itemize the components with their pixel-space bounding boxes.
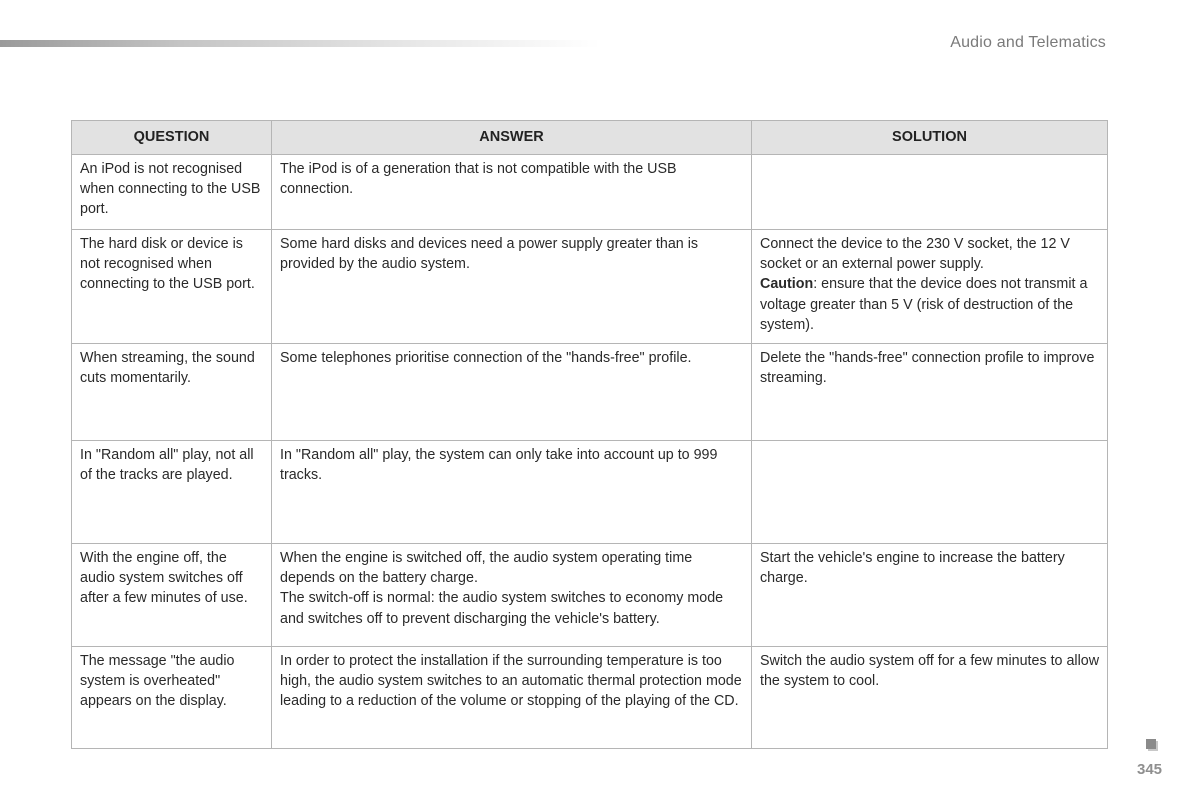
page-marker-square bbox=[1146, 739, 1156, 749]
solution-cell bbox=[752, 344, 1108, 441]
column-header-question: QUESTION bbox=[72, 121, 272, 155]
question-cell: An iPod is not recognised when connecting to the USB port. bbox=[72, 155, 272, 230]
solution-text: Delete the "hands-free" connection profile to improve streaming. bbox=[760, 350, 1095, 387]
answer-text: The iPod is of a generation that is not compatible with the USB connection. bbox=[280, 161, 677, 198]
column-header-answer: ANSWER bbox=[272, 121, 752, 155]
table-row bbox=[72, 647, 1108, 749]
table-row bbox=[72, 544, 1108, 647]
solution-text: Switch the audio system off for a few minutes to allow the system to cool. bbox=[760, 653, 1100, 690]
solution-text: Connect the device to the 230 V socket, the 12 V socket or an external power supply. bbox=[760, 236, 1070, 273]
answer-text: The switch-off is normal: the audio system switches to economy mode and switches off to prevent discharging the vehicle's battery. bbox=[280, 590, 724, 627]
caution-label: Caution bbox=[760, 276, 814, 293]
solution-text: Start the vehicle's engine to increase the battery charge. bbox=[760, 550, 1065, 587]
solution-cell bbox=[752, 441, 1108, 544]
answer-cell bbox=[272, 230, 752, 344]
caution-text: : ensure that the device does not transmit a voltage greater than 5 V (risk of destruction of the system). bbox=[760, 276, 1088, 333]
table-row bbox=[72, 344, 1108, 441]
answer-text: When the engine is switched off, the audio system operating time depends on the battery charge. bbox=[280, 550, 693, 587]
solution-cell bbox=[752, 544, 1108, 647]
question-cell: In "Random all" play, not all of the tracks are played. bbox=[72, 441, 272, 544]
answer-cell bbox=[272, 441, 752, 544]
caution-note bbox=[760, 274, 1100, 335]
answer-text: Some telephones prioritise connection of the "hands-free" profile. bbox=[280, 350, 692, 366]
answer-cell bbox=[272, 544, 752, 647]
table-row bbox=[72, 155, 1108, 230]
question-cell: The hard disk or device is not recognised when connecting to the USB port. bbox=[72, 230, 272, 344]
column-header-solution: SOLUTION bbox=[752, 121, 1108, 155]
section-title: Audio and Telematics bbox=[950, 34, 1106, 51]
solution-cell bbox=[752, 155, 1108, 230]
question-cell: The message "the audio system is overheated" appears on the display. bbox=[72, 647, 272, 749]
question-cell: With the engine off, the audio system switches off after a few minutes of use. bbox=[72, 544, 272, 647]
answer-text: In order to protect the installation if the surrounding temperature is too high, the audio system switches to an automatic thermal protection mode leading to a reduction of the volume or stopping of the playing of the CD. bbox=[280, 653, 742, 710]
header-gradient-bar bbox=[0, 40, 600, 47]
answer-cell bbox=[272, 155, 752, 230]
answer-cell bbox=[272, 344, 752, 441]
faq-table bbox=[71, 120, 1108, 749]
answer-text: In "Random all" play, the system can only take into account up to 999 tracks. bbox=[280, 447, 718, 484]
solution-cell bbox=[752, 230, 1108, 344]
answer-cell bbox=[272, 647, 752, 749]
question-cell: When streaming, the sound cuts momentarily. bbox=[72, 344, 272, 441]
answer-text: Some hard disks and devices need a power supply greater than is provided by the audio system. bbox=[280, 236, 699, 273]
page-number: 345 bbox=[1137, 761, 1163, 778]
table-row bbox=[72, 230, 1108, 344]
solution-cell bbox=[752, 647, 1108, 749]
table-row bbox=[72, 441, 1108, 544]
table-header-row bbox=[72, 121, 1108, 155]
